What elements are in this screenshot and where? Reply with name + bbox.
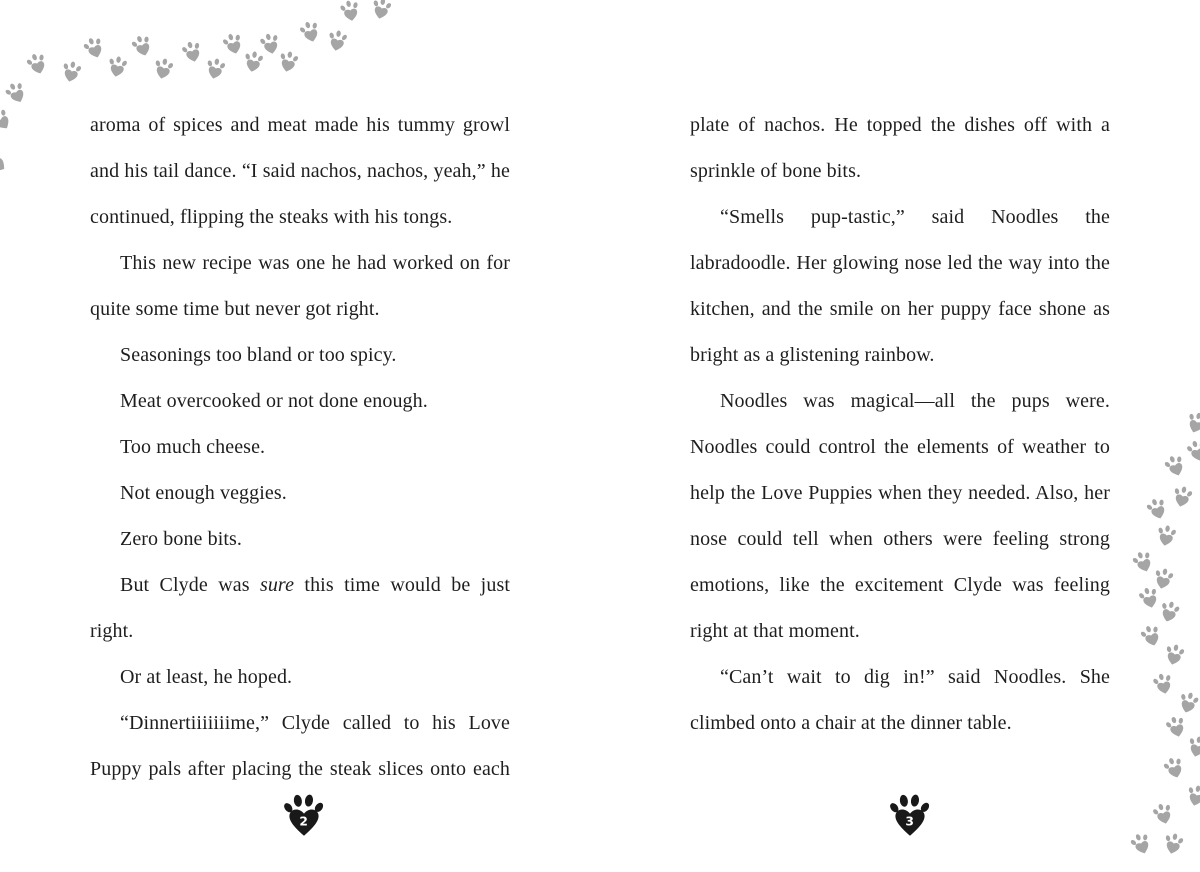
paw-print-icon xyxy=(1161,452,1190,481)
page-number-badge xyxy=(281,790,327,840)
paw-print-icon xyxy=(1143,495,1172,524)
paw-print-icon xyxy=(1160,641,1188,669)
paw-print-icon xyxy=(80,34,109,63)
paw-print-icon xyxy=(1,78,32,109)
page-right-text xyxy=(690,102,1110,746)
page-number: 3 xyxy=(905,814,914,829)
paw-print-icon xyxy=(150,56,178,84)
heart-paw-icon xyxy=(281,790,327,840)
paragraph: Or at least, he hoped. xyxy=(120,666,293,688)
page-number: 2 xyxy=(299,814,308,829)
paw-print-icon xyxy=(1160,754,1189,783)
paw-print-icon xyxy=(1183,437,1200,465)
paw-print-icon xyxy=(240,49,267,76)
paw-print-icon xyxy=(337,0,364,25)
paw-print-icon xyxy=(368,0,396,23)
paw-print-icon xyxy=(1135,584,1163,612)
paw-print-icon xyxy=(0,147,13,179)
paw-print-icon xyxy=(202,56,230,84)
paw-print-icon xyxy=(23,50,52,79)
paragraph: Seasonings too bland or too spicy. xyxy=(120,344,397,366)
paw-print-icon xyxy=(324,28,351,55)
paw-print-icon xyxy=(1182,782,1200,810)
paw-print-icon xyxy=(1168,483,1196,511)
paw-print-icon xyxy=(1174,689,1200,718)
paw-print-icon xyxy=(1182,409,1200,438)
paragraph: Noodles was magical—all the pups were. Noodles could control the elements of weather to help the Love Puppies when they needed. Also, her nose could tell when others were feeling strong emotions, like the excitement Clyde was feeling right at that moment. xyxy=(690,390,1110,642)
paragraph: “Can’t wait to dig in!” said Noodles. She climbed onto a chair at the dinner table. xyxy=(690,666,1110,734)
paw-print-icon xyxy=(179,39,207,67)
paragraph: Zero bone bits. xyxy=(120,528,243,550)
paw-print-icon xyxy=(104,54,131,81)
paw-print-icon xyxy=(1150,671,1177,698)
paragraph: But Clyde was sure this time would be just right. xyxy=(90,574,510,642)
paw-print-icon xyxy=(1162,713,1190,741)
page-number-badge xyxy=(887,790,933,840)
paw-print-icon xyxy=(58,59,86,87)
paw-print-icon xyxy=(128,32,157,61)
heart-paw-icon xyxy=(887,790,933,840)
paw-print-icon xyxy=(1127,830,1156,859)
paw-print-icon xyxy=(219,30,247,58)
paragraph: This new recipe was one he had worked on for quite some time but never got right. xyxy=(90,252,510,320)
paw-print-icon xyxy=(1149,565,1177,593)
paragraph: plate of nachos. He topped the dishes off with a sprinkle of bone bits. xyxy=(690,114,1110,182)
paw-print-icon xyxy=(1149,800,1177,828)
paragraph: Too much cheese. xyxy=(120,436,266,458)
paragraph: “Dinnertiiiiiiime,” Clyde called to his Love Puppy pals after placing the steak slices onto each xyxy=(90,712,510,780)
paragraph: Meat overcooked or not done enough. xyxy=(120,390,428,412)
paw-print-icon xyxy=(1137,622,1166,651)
paw-print-icon xyxy=(0,104,18,136)
paw-print-icon xyxy=(257,31,284,58)
paw-print-icon xyxy=(1155,598,1184,627)
paw-print-icon xyxy=(1183,733,1200,761)
paw-print-icon xyxy=(1129,548,1158,577)
paw-print-icon xyxy=(1153,523,1180,550)
paragraph: Not enough veggies. xyxy=(120,482,287,504)
paragraph: “Smells pup-tastic,” said Noodles the labradoodle. Her glowing nose led the way into the kitchen, and the smile on her puppy face shone as bright as a glistening rainbow. xyxy=(690,206,1110,366)
paw-print-icon xyxy=(1159,830,1187,858)
paragraph: aroma of spices and meat made his tummy growl and his tail dance. “I said nachos, nachos, yeah,” he continued, flipping the steaks with his tongs. xyxy=(90,114,510,228)
paw-print-icon xyxy=(275,49,303,77)
paw-print-icon xyxy=(296,18,324,46)
page-left-text xyxy=(90,102,510,792)
